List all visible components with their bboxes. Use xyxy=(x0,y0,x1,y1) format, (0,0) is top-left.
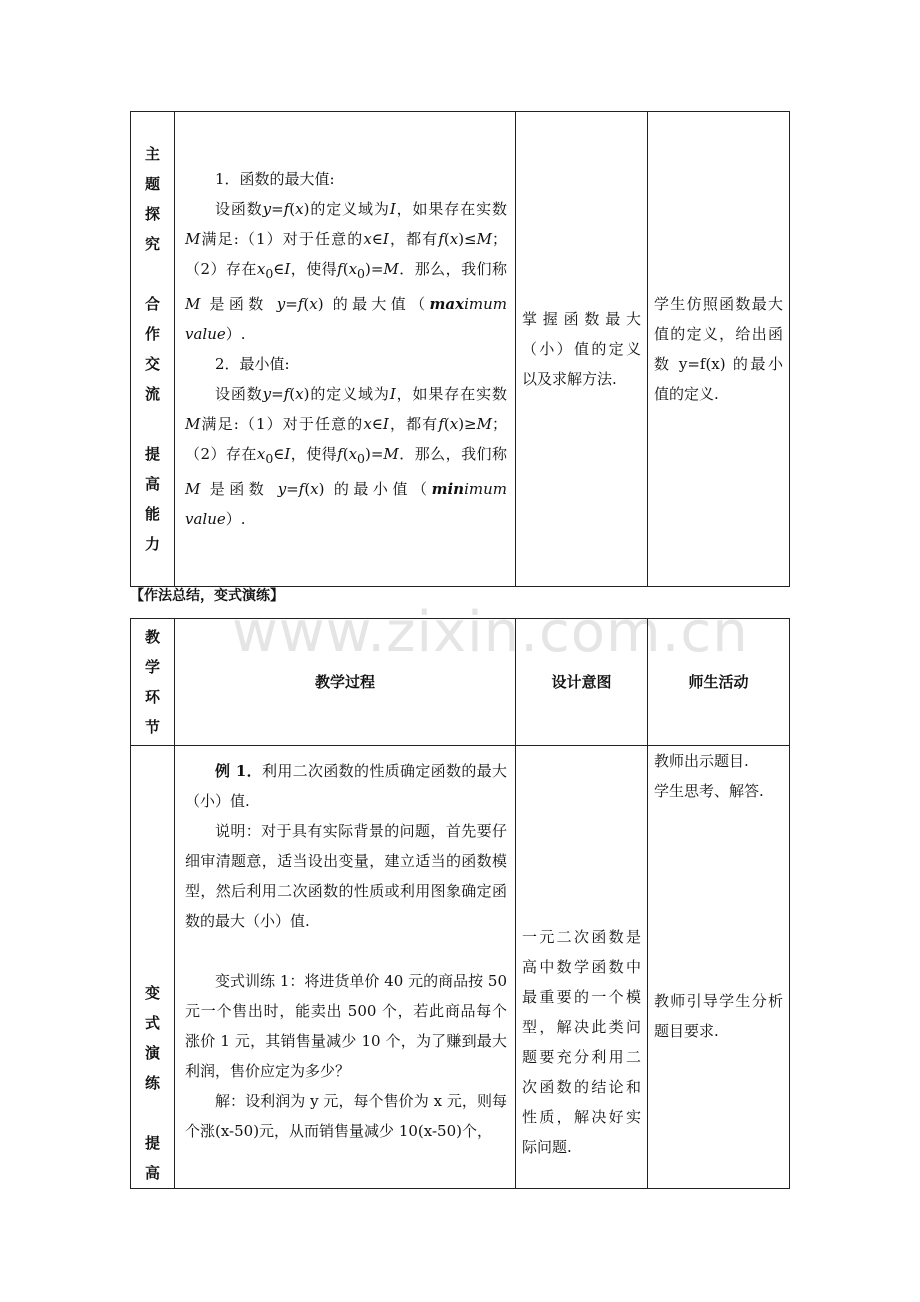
stage-char: 练 xyxy=(144,1074,160,1092)
activity-item: 教师引导学生分析题目要求. xyxy=(654,992,783,1040)
max-title: 1．函数的最大值: xyxy=(215,170,335,188)
header-stage-cell xyxy=(131,619,175,746)
stage-char: 作 xyxy=(144,325,160,343)
stage-char: 式 xyxy=(144,1014,160,1032)
design-cell: 一元二次函数是高中数学函数中最重要的一个模型，解决此类问题要充分利用二次函数的结论和性质，解决好实际问题. xyxy=(516,746,648,1189)
watermark: www.zixin.com.cn xyxy=(232,600,749,665)
variant-practice-table xyxy=(130,618,790,1189)
stage-char: 合 xyxy=(144,295,160,313)
header-char: 学 xyxy=(144,658,160,676)
stage-char: 高 xyxy=(144,1164,160,1182)
header-process: 教学过程 xyxy=(175,619,516,746)
exercise-1: 变式训练 1：将进货单价 40 元的商品按 50 元一个售出时，能卖出 500 个，若此商品每个涨价 1 元，其销售量减少 10 个，为了赚到最大利润，售价应定为多少？ xyxy=(185,972,507,1080)
stage-char: 究 xyxy=(144,235,160,253)
stage-char: 题 xyxy=(144,175,160,193)
example-note: 说明：对于具有实际背景的问题，首先要仔细审清题意，适当设出变量，建立适当的函数模型，然后利用二次函数的性质或利用图象确定函数的最大（小）值. xyxy=(185,822,507,930)
activity-item: 学生思考、解答. xyxy=(654,782,764,800)
stage-char: 探 xyxy=(144,205,160,223)
min-title: 2．最小值: xyxy=(215,355,290,373)
process-cell xyxy=(175,746,516,1189)
activity-item: 教师出示题目. xyxy=(654,752,749,770)
section-title: 【作法总结，变式演练】 xyxy=(130,588,284,604)
stage-char: 演 xyxy=(144,1044,160,1062)
max-definition: 设函数y=f(x)的定义域为I，如果存在实数M满足:（1）对于任意的x∈I，都有f(x)≤M；（2）存在$x_0\in I$，使得$f(x_0)=M$．那么，我们称 M 是函数 y=f(x) 的最大值（maximum value）. xyxy=(185,200,507,343)
example-1: 例 1．利用二次函数的性质确定函数的最大（小）值. xyxy=(185,762,507,810)
stage-char: 交 xyxy=(144,355,160,373)
stage-char: 流 xyxy=(144,385,160,403)
header-char: 节 xyxy=(144,718,160,736)
stage-char: 能 xyxy=(144,505,160,523)
stage-cell xyxy=(131,746,175,1189)
design-cell: 掌握函数最大（小）值的定义以及求解方法. xyxy=(516,112,648,587)
stage-char: 变 xyxy=(144,984,160,1002)
activity-cell: 学生仿照函数最大值的定义，给出函数 y=f(x) 的最小值的定义. xyxy=(648,112,790,587)
theme-explore-table xyxy=(130,111,790,587)
stage-cell xyxy=(131,112,175,587)
stage-char: 提 xyxy=(144,1134,160,1152)
process-cell xyxy=(175,112,516,587)
header-design: 设计意图 xyxy=(516,619,648,746)
header-char: 教 xyxy=(144,628,160,646)
stage-char: 力 xyxy=(144,535,160,553)
activity-cell xyxy=(648,746,790,1189)
header-char: 环 xyxy=(144,688,160,706)
stage-char: 提 xyxy=(144,445,160,463)
min-definition: 设函数y=f(x)的定义域为I，如果存在实数M满足:（1）对于任意的x∈I，都有f(x)≥M；（2）存在$x_0\in I$，使得$f(x_0)=M$．那么，我们称 M 是函数 y=f(x) 的最小值（minimum value）. xyxy=(185,385,507,528)
solution: 解：设利润为 y 元，每个售价为 x 元，则每个涨(x-50)元，从而销售量减少 10(x-50)个， xyxy=(185,1092,507,1140)
stage-char: 主 xyxy=(144,145,160,163)
header-activity: 师生活动 xyxy=(648,619,790,746)
stage-char: 高 xyxy=(144,475,160,493)
